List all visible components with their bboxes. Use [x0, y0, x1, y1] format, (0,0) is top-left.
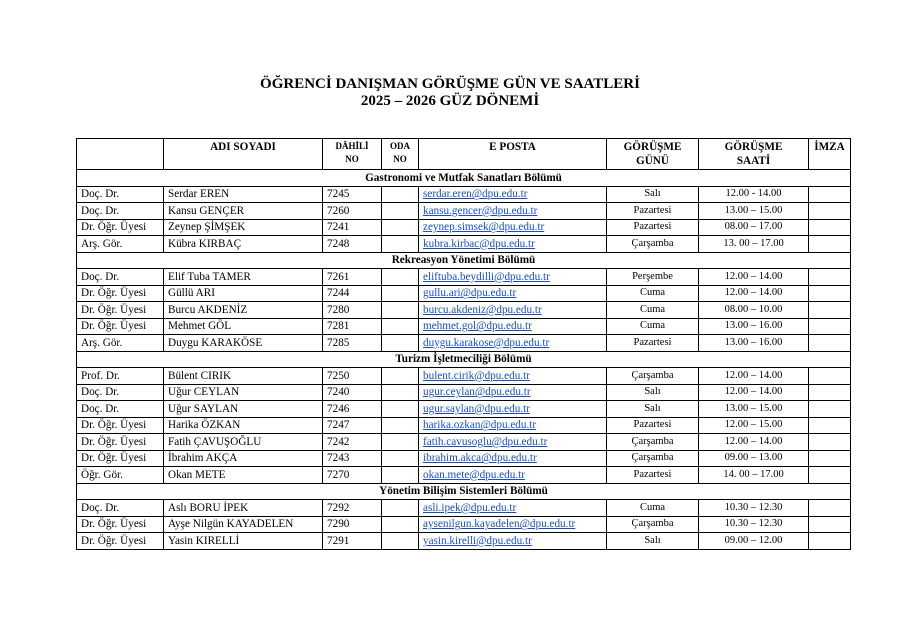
room-number [382, 467, 419, 484]
signature-cell [809, 533, 851, 550]
section-row [77, 351, 851, 368]
academic-title: Dr. Öğr. Üyesi [77, 434, 164, 451]
col-room-header: ODA NO [382, 139, 419, 170]
meeting-time: 13.00 – 15.00 [699, 401, 809, 418]
section-title: Yönetim Bilişim Sistemleri Bölümü [77, 483, 851, 500]
advisor-name: Mehmet GÖL [164, 318, 323, 335]
academic-title: Doç. Dr. [77, 401, 164, 418]
meeting-day: Salı [607, 186, 699, 203]
col-time-header: GÖRÜŞME SAATİ [699, 139, 809, 170]
advisor-name: Ayşe Nilgün KAYADELEN [164, 516, 323, 533]
extension-number: 7244 [323, 285, 382, 302]
room-number [382, 434, 419, 451]
academic-title: Dr. Öğr. Üyesi [77, 533, 164, 550]
table-row [77, 219, 851, 236]
meeting-time: 12.00 – 15.00 [699, 417, 809, 434]
room-number [382, 186, 419, 203]
advisor-name: Harika ÖZKAN [164, 417, 323, 434]
email-link[interactable]: eliftuba.beydilli@dpu.edu.tr [419, 269, 607, 286]
meeting-day: Çarşamba [607, 236, 699, 253]
meeting-time: 13.00 – 16.00 [699, 335, 809, 352]
advisor-name: Serdar EREN [164, 186, 323, 203]
email-link[interactable]: fatih.cavusoglu@dpu.edu.tr [419, 434, 607, 451]
col-email-header: E POSTA [419, 139, 607, 170]
meeting-day: Pazartesi [607, 203, 699, 220]
signature-cell [809, 401, 851, 418]
section-row [77, 252, 851, 269]
room-number [382, 203, 419, 220]
academic-title: Doç. Dr. [77, 269, 164, 286]
advisor-name: Elif Tuba TAMER [164, 269, 323, 286]
academic-title: Dr. Öğr. Üyesi [77, 516, 164, 533]
extension-number: 7241 [323, 219, 382, 236]
room-number [382, 219, 419, 236]
title-line-2: 2025 – 2026 GÜZ DÖNEMİ [360, 93, 540, 109]
meeting-day: Pazartesi [607, 219, 699, 236]
extension-number: 7260 [323, 203, 382, 220]
room-number [382, 500, 419, 517]
advisor-name: Kübra KIRBAÇ [164, 236, 323, 253]
signature-cell [809, 219, 851, 236]
academic-title: Dr. Öğr. Üyesi [77, 302, 164, 319]
table-row [77, 203, 851, 220]
academic-title: Arş. Gör. [77, 236, 164, 253]
extension-number: 7243 [323, 450, 382, 467]
academic-title: Doç. Dr. [77, 203, 164, 220]
col-name-header: ADI SOYADI [164, 139, 323, 170]
table-row [77, 450, 851, 467]
room-number [382, 368, 419, 385]
advisor-name: Burcu AKDENİZ [164, 302, 323, 319]
extension-number: 7246 [323, 401, 382, 418]
signature-cell [809, 285, 851, 302]
signature-cell [809, 516, 851, 533]
signature-cell [809, 236, 851, 253]
room-number [382, 401, 419, 418]
advisor-name: Fatih ÇAVUŞOĞLU [164, 434, 323, 451]
advisor-name: Bülent CIRIK [164, 368, 323, 385]
meeting-day: Cuma [607, 302, 699, 319]
academic-title: Dr. Öğr. Üyesi [77, 417, 164, 434]
email-link[interactable]: harika.ozkan@dpu.edu.tr [419, 417, 607, 434]
meeting-time: 09.00 – 12.00 [699, 533, 809, 550]
signature-cell [809, 186, 851, 203]
meeting-day: Pazartesi [607, 417, 699, 434]
email-link[interactable]: duygu.karakose@dpu.edu.tr [419, 335, 607, 352]
email-link[interactable]: bulent.cirik@dpu.edu.tr [419, 368, 607, 385]
signature-cell [809, 434, 851, 451]
advisor-name: Duygu KARAKÖSE [164, 335, 323, 352]
col-day-header: GÖRÜŞME GÜNÜ [607, 139, 699, 170]
advisor-name: Uğur CEYLAN [164, 384, 323, 401]
signature-cell [809, 450, 851, 467]
email-link[interactable]: ibrahim.akca@dpu.edu.tr [419, 450, 607, 467]
page-title [0, 76, 900, 110]
email-link[interactable]: burcu.akdeniz@dpu.edu.tr [419, 302, 607, 319]
advisor-schedule-table [76, 138, 851, 550]
table-row [77, 269, 851, 286]
meeting-time: 12.00 – 14.00 [699, 384, 809, 401]
meeting-day: Pazartesi [607, 335, 699, 352]
email-link[interactable]: gullu.ari@dpu.edu.tr [419, 285, 607, 302]
table-row [77, 533, 851, 550]
email-link[interactable]: asli.ipek@dpu.edu.tr [419, 500, 607, 517]
table-row [77, 285, 851, 302]
academic-title: Dr. Öğr. Üyesi [77, 450, 164, 467]
table-row [77, 236, 851, 253]
signature-cell [809, 417, 851, 434]
meeting-time: 12.00 – 14.00 [699, 269, 809, 286]
email-link[interactable]: ugur.saylan@dpu.edu.tr [419, 401, 607, 418]
room-number [382, 236, 419, 253]
academic-title: Dr. Öğr. Üyesi [77, 285, 164, 302]
meeting-day: Pazartesi [607, 467, 699, 484]
meeting-day: Çarşamba [607, 516, 699, 533]
meeting-day: Cuma [607, 500, 699, 517]
extension-number: 7292 [323, 500, 382, 517]
room-number [382, 335, 419, 352]
email-link[interactable]: okan.mete@dpu.edu.tr [419, 467, 607, 484]
signature-cell [809, 269, 851, 286]
meeting-time: 13.00 – 15.00 [699, 203, 809, 220]
meeting-day: Salı [607, 533, 699, 550]
advisor-name: Aslı BORU İPEK [164, 500, 323, 517]
col-signature-header: İMZA [809, 139, 851, 170]
signature-cell [809, 318, 851, 335]
room-number [382, 285, 419, 302]
advisor-name: Kansu GENÇER [164, 203, 323, 220]
section-title: Turizm İşletmeciliği Bölümü [77, 351, 851, 368]
meeting-time: 13. 00 – 17.00 [699, 236, 809, 253]
academic-title: Arş. Gör. [77, 335, 164, 352]
meeting-time: 08.00 – 17.00 [699, 219, 809, 236]
extension-number: 7290 [323, 516, 382, 533]
advisor-name: İbrahim AKÇA [164, 450, 323, 467]
table-body [77, 170, 851, 550]
advisor-name: Zeynep ŞİMŞEK [164, 219, 323, 236]
advisor-name: Uğur SAYLAN [164, 401, 323, 418]
email-link[interactable]: yasin.kirelli@dpu.edu.tr [419, 533, 607, 550]
extension-number: 7285 [323, 335, 382, 352]
academic-title: Doç. Dr. [77, 384, 164, 401]
table-row [77, 434, 851, 451]
table-row [77, 467, 851, 484]
table-row [77, 368, 851, 385]
room-number [382, 516, 419, 533]
table-row [77, 401, 851, 418]
academic-title: Dr. Öğr. Üyesi [77, 219, 164, 236]
table-row [77, 516, 851, 533]
room-number [382, 533, 419, 550]
table-row [77, 186, 851, 203]
extension-number: 7291 [323, 533, 382, 550]
title-line-1: ÖĞRENCİ DANIŞMAN GÖRÜŞME GÜN VE SAATLERİ [260, 76, 640, 92]
col-title-header [77, 139, 164, 170]
meeting-day: Perşembe [607, 269, 699, 286]
academic-title: Öğr. Gör. [77, 467, 164, 484]
meeting-time: 14. 00 – 17.00 [699, 467, 809, 484]
signature-cell [809, 368, 851, 385]
table-row [77, 335, 851, 352]
room-number [382, 318, 419, 335]
section-title: Rekreasyon Yönetimi Bölümü [77, 252, 851, 269]
col-ext-header: DÂHİLİ NO [323, 139, 382, 170]
extension-number: 7261 [323, 269, 382, 286]
extension-number: 7280 [323, 302, 382, 319]
header-row [77, 139, 851, 170]
advisor-name: Güllü ARI [164, 285, 323, 302]
room-number [382, 450, 419, 467]
table-row [77, 384, 851, 401]
table-row [77, 318, 851, 335]
extension-number: 7245 [323, 186, 382, 203]
signature-cell [809, 302, 851, 319]
academic-title: Doç. Dr. [77, 186, 164, 203]
academic-title: Doç. Dr. [77, 500, 164, 517]
academic-title: Dr. Öğr. Üyesi [77, 318, 164, 335]
section-title: Gastronomi ve Mutfak Sanatları Bölümü [77, 170, 851, 187]
table-row [77, 417, 851, 434]
meeting-time: 12.00 - 14.00 [699, 186, 809, 203]
signature-cell [809, 384, 851, 401]
room-number [382, 302, 419, 319]
extension-number: 7242 [323, 434, 382, 451]
extension-number: 7281 [323, 318, 382, 335]
extension-number: 7247 [323, 417, 382, 434]
meeting-day: Çarşamba [607, 450, 699, 467]
email-link[interactable]: mehmet.gol@dpu.edu.tr [419, 318, 607, 335]
academic-title: Prof. Dr. [77, 368, 164, 385]
extension-number: 7250 [323, 368, 382, 385]
email-link[interactable]: ugur.ceylan@dpu.edu.tr [419, 384, 607, 401]
meeting-time: 09.00 – 13.00 [699, 450, 809, 467]
signature-cell [809, 467, 851, 484]
meeting-time: 10.30 – 12.30 [699, 500, 809, 517]
meeting-time: 12.00 – 14.00 [699, 368, 809, 385]
meeting-time: 13.00 – 16.00 [699, 318, 809, 335]
meeting-time: 12.00 – 14.00 [699, 434, 809, 451]
room-number [382, 417, 419, 434]
table-row [77, 302, 851, 319]
extension-number: 7240 [323, 384, 382, 401]
meeting-day: Salı [607, 384, 699, 401]
room-number [382, 384, 419, 401]
meeting-day: Salı [607, 401, 699, 418]
email-link[interactable]: kansu.gencer@dpu.edu.tr [419, 203, 607, 220]
signature-cell [809, 203, 851, 220]
email-link[interactable]: zeynep.simsek@dpu.edu.tr [419, 219, 607, 236]
extension-number: 7248 [323, 236, 382, 253]
meeting-day: Çarşamba [607, 368, 699, 385]
signature-cell [809, 335, 851, 352]
meeting-time: 08.00 – 10.00 [699, 302, 809, 319]
section-row [77, 170, 851, 187]
advisor-name: Yasin KIRELLİ [164, 533, 323, 550]
meeting-time: 10.30 – 12.30 [699, 516, 809, 533]
advisor-name: Okan METE [164, 467, 323, 484]
table-row [77, 500, 851, 517]
meeting-time: 12.00 – 14.00 [699, 285, 809, 302]
meeting-day: Cuma [607, 285, 699, 302]
room-number [382, 269, 419, 286]
extension-number: 7270 [323, 467, 382, 484]
meeting-day: Cuma [607, 318, 699, 335]
email-link[interactable]: aysenilgun.kayadelen@dpu.edu.tr [419, 516, 607, 533]
email-link[interactable]: serdar.eren@dpu.edu.tr [419, 186, 607, 203]
meeting-day: Çarşamba [607, 434, 699, 451]
signature-cell [809, 500, 851, 517]
email-link[interactable]: kubra.kirbac@dpu.edu.tr [419, 236, 607, 253]
section-row [77, 483, 851, 500]
